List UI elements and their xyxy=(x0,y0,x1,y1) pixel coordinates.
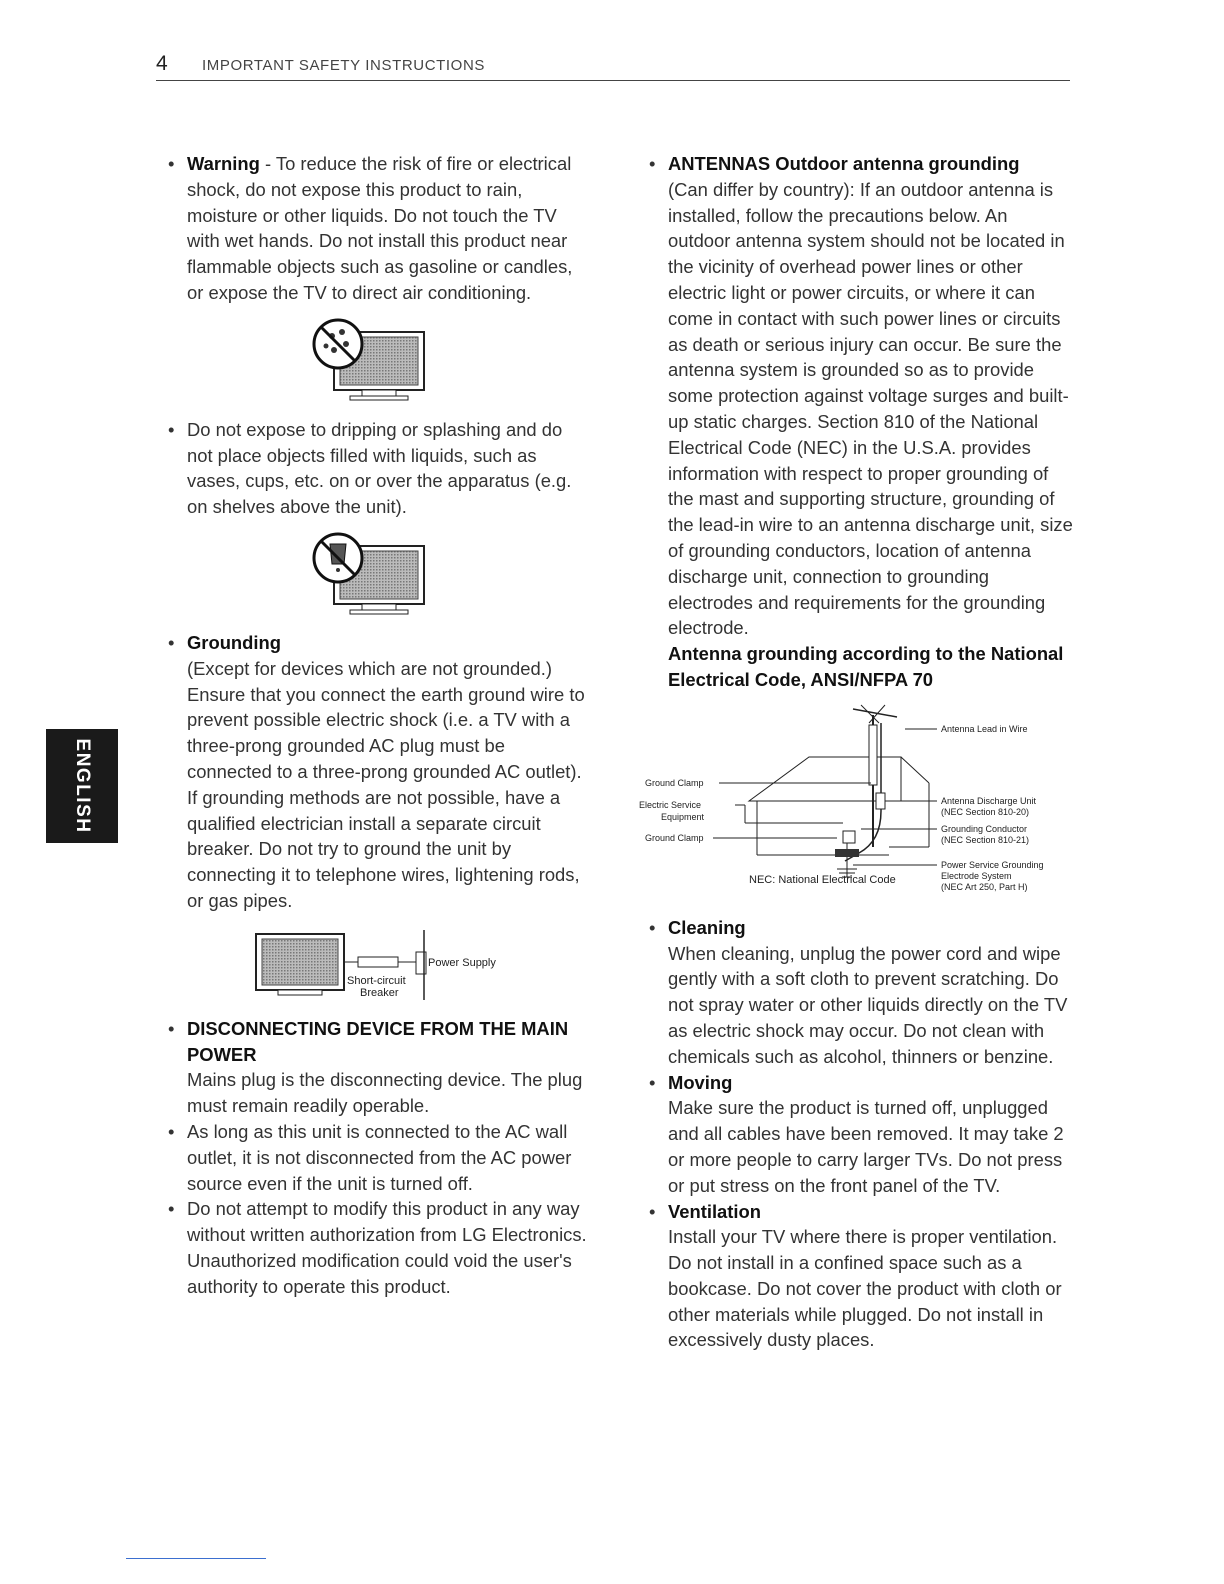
label-electric-service-1: Electric Service xyxy=(639,799,702,810)
disconnect-heading: DISCONNECTING DEVICE FROM THE MAIN POWER xyxy=(187,1017,569,1065)
ventilation-item xyxy=(649,1199,1074,1354)
header-title: IMPORTANT SAFETY INSTRUCTIONS xyxy=(202,57,485,74)
ventilation-text: Install your TV where there is proper ventilation. Do not install in a confined space such as a bookcase. Do not cover the product with cloth or other materials while plugged. Do not install in excessively dusty places. xyxy=(668,1226,1062,1351)
antennas-subheading: Antenna grounding according to the National Electrical Code, ANSI/NFPA 70 xyxy=(668,643,1064,690)
right-column xyxy=(639,151,1074,1353)
language-tab-label: ENGLISH xyxy=(72,738,93,834)
moving-text: Make sure the product is turned off, unplugged and all cables have been removed. It may take 2 or more people to carry larger TVs. Do not press or put stress on the front panel of the TV. xyxy=(668,1097,1064,1196)
language-tab xyxy=(46,729,118,843)
antenna-grounding-figure xyxy=(639,701,1064,897)
antennas-text: (Can differ by country): If an outdoor antenna is installed, follow the precautions below. An outdoor antenna system should not be located in the vicinity of overhead power lines or other electric light or power circuits, or where it can come in contact with such power lines or circuits as death or serious injury can occur. Be sure the antenna system is grounded so as to provide some protection against voltage surges and built-up static charges. Section 810 of the National Electrical Code (NEC) in the U.S.A. provides information with respect to proper grounding of the mast and supporting structure, grounding of the lead-in wire to an antenna discharge unit, size of grounding conductors, location of antenna discharge unit, connection to grounding electrodes and requirements for the grounding electrode. xyxy=(668,178,1073,639)
label-ground-clamp-top: Ground Clamp xyxy=(645,777,704,788)
modify-text: • Do not attempt to modify this product in any way without written authorization from LG Electronics. Unauthorized modification could void the user's authority to operate this product. xyxy=(187,1198,587,1297)
connected-item xyxy=(168,1119,588,1196)
label-electric-service-2: Equipment xyxy=(661,811,705,822)
label-discharge-unit-1: Antenna Discharge Unit xyxy=(941,795,1037,806)
footer-rule xyxy=(126,1558,266,1559)
breaker-label-2: Breaker xyxy=(360,986,399,999)
cleaning-text: When cleaning, unplug the power cord and wipe gently with a soft cloth to prevent scratching. Do not spray water or other liquids directly on the TV as electric shock may occur. Do not clean with chemicals such as alcohol, thinners or benzine. xyxy=(668,942,1068,1067)
dripping-item xyxy=(168,417,588,520)
page-header xyxy=(156,52,1070,81)
ventilation-heading: Ventilation xyxy=(668,1200,761,1222)
page-number: 4 xyxy=(156,52,168,75)
dripping-text: • Do not expose to dripping or splashing and do not place objects filled with liquids, such as vases, cups, etc. on or over the apparatus (e.g. on shelves above the unit). xyxy=(187,418,572,518)
grounding-text: (Except for devices which are not grounded.) Ensure that you connect the earth ground wire to prevent possible electric shock (i.e. a TV with a three-prong grounded AC plug must be connected to a three-prong grounded AC outlet). If grounding methods are not possible, have a qualified electrician install a separate circuit breaker. Do not try to ground the unit by connecting it to telephone wires, lightening rods, or gas pipes. xyxy=(187,657,585,911)
antennas-item xyxy=(649,151,1074,693)
cleaning-item xyxy=(649,915,1074,1070)
connected-text: • As long as this unit is connected to the AC wall outlet, it is not disconnected from the AC power source even if the unit is turned off. xyxy=(187,1120,572,1194)
warning-text: - To reduce the risk of fire or electrical shock, do not expose this product to rain, moisture or other liquids. Do not touch the TV with wet hands. Do not install this product near flammable objects such as gasoline or candles, or expose the TV to direct air conditioning. xyxy=(187,153,573,303)
cleaning-heading: Cleaning xyxy=(668,916,746,938)
power-supply-label: Power Supply xyxy=(428,956,496,969)
warning-item xyxy=(168,151,588,306)
moving-heading: Moving xyxy=(668,1071,733,1093)
modify-item xyxy=(168,1196,588,1299)
label-grounding-conductor-1: Grounding Conductor xyxy=(941,823,1028,834)
warning-heading: Warning xyxy=(187,153,260,174)
label-power-service-3: (NEC Art 250, Part H) xyxy=(941,881,1028,892)
power-supply-figure xyxy=(254,928,504,1004)
label-discharge-unit-2: (NEC Section 810-20) xyxy=(941,806,1030,817)
grounding-heading: Grounding xyxy=(187,631,281,653)
label-grounding-conductor-2: (NEC Section 810-21) xyxy=(941,834,1030,845)
disconnect-text: Mains plug is the disconnecting device. The plug must remain readily operable. xyxy=(187,1069,583,1117)
nec-caption: NEC: National Electrical Code xyxy=(749,873,896,886)
no-vase-tv-figure xyxy=(310,530,430,622)
label-ground-clamp-bottom: Ground Clamp xyxy=(645,832,704,843)
antennas-heading: ANTENNAS Outdoor antenna grounding xyxy=(668,153,1020,174)
left-column xyxy=(168,151,588,1300)
label-lead-in-wire: Antenna Lead in Wire xyxy=(941,723,1028,734)
grounding-item xyxy=(168,630,588,914)
label-power-service-1: Power Service Grounding xyxy=(941,859,1044,870)
disconnect-item xyxy=(168,1016,588,1119)
label-power-service-2: Electrode System xyxy=(941,870,1012,881)
no-liquid-tv-figure xyxy=(310,316,430,408)
breaker-label-1: Short-circuit xyxy=(347,974,406,987)
moving-item xyxy=(649,1070,1074,1199)
